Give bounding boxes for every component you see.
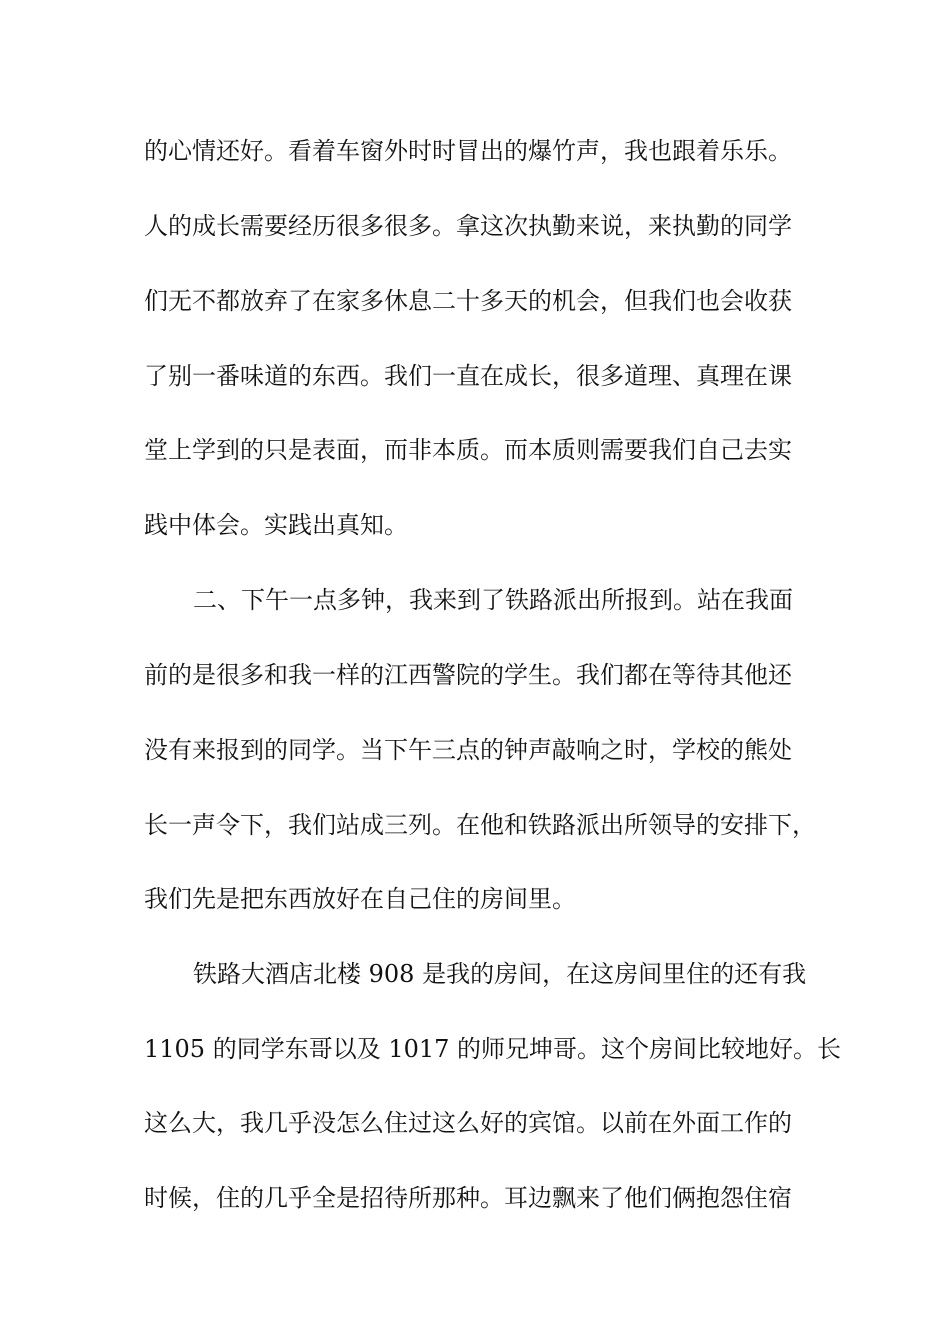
text-line: 的心情还好。看着车窗外时时冒出的爆竹声，我也跟着乐乐。 xyxy=(144,137,792,165)
text-line: 堂上学到的只是表面，而非本质。而本质则需要我们自己去实 xyxy=(144,436,792,464)
text-line: 时候，住的几乎全是招待所那种。耳边飘来了他们俩抱怨住宿 xyxy=(144,1184,792,1212)
text-line: 这么大，我几乎没怎么住过这么好的宾馆。以前在外面工作的 xyxy=(144,1109,792,1137)
text-line: 前的是很多和我一样的江西警院的学生。我们都在等待其他还 xyxy=(144,661,792,689)
text-line: 人的成长需要经历很多很多。拿这次执勤来说，来执勤的同学 xyxy=(144,212,792,240)
text-line: 1105 的同学东哥以及 1017 的师兄坤哥。这个房间比较地好。长 xyxy=(144,1035,842,1063)
paragraph-first-line: 二、下午一点多钟，我来到了铁路派出所报到。站在我面 xyxy=(193,586,793,614)
text-line: 没有来报到的同学。当下午三点的钟声敲响之时，学校的熊处 xyxy=(144,736,792,764)
text-line: 长一声令下，我们站成三列。在他和铁路派出所领导的安排下， xyxy=(144,811,816,839)
paragraph-first-line: 铁路大酒店北楼 908 是我的房间，在这房间里住的还有我 xyxy=(193,960,807,988)
text-line: 我们先是把东西放好在自己住的房间里。 xyxy=(144,885,576,913)
text-line: 们无不都放弃了在家多休息二十多天的机会，但我们也会收获 xyxy=(144,287,792,315)
text-line: 了别一番味道的东西。我们一直在成长，很多道理、真理在课 xyxy=(144,362,792,390)
text-line: 践中体会。实践出真知。 xyxy=(144,511,408,539)
